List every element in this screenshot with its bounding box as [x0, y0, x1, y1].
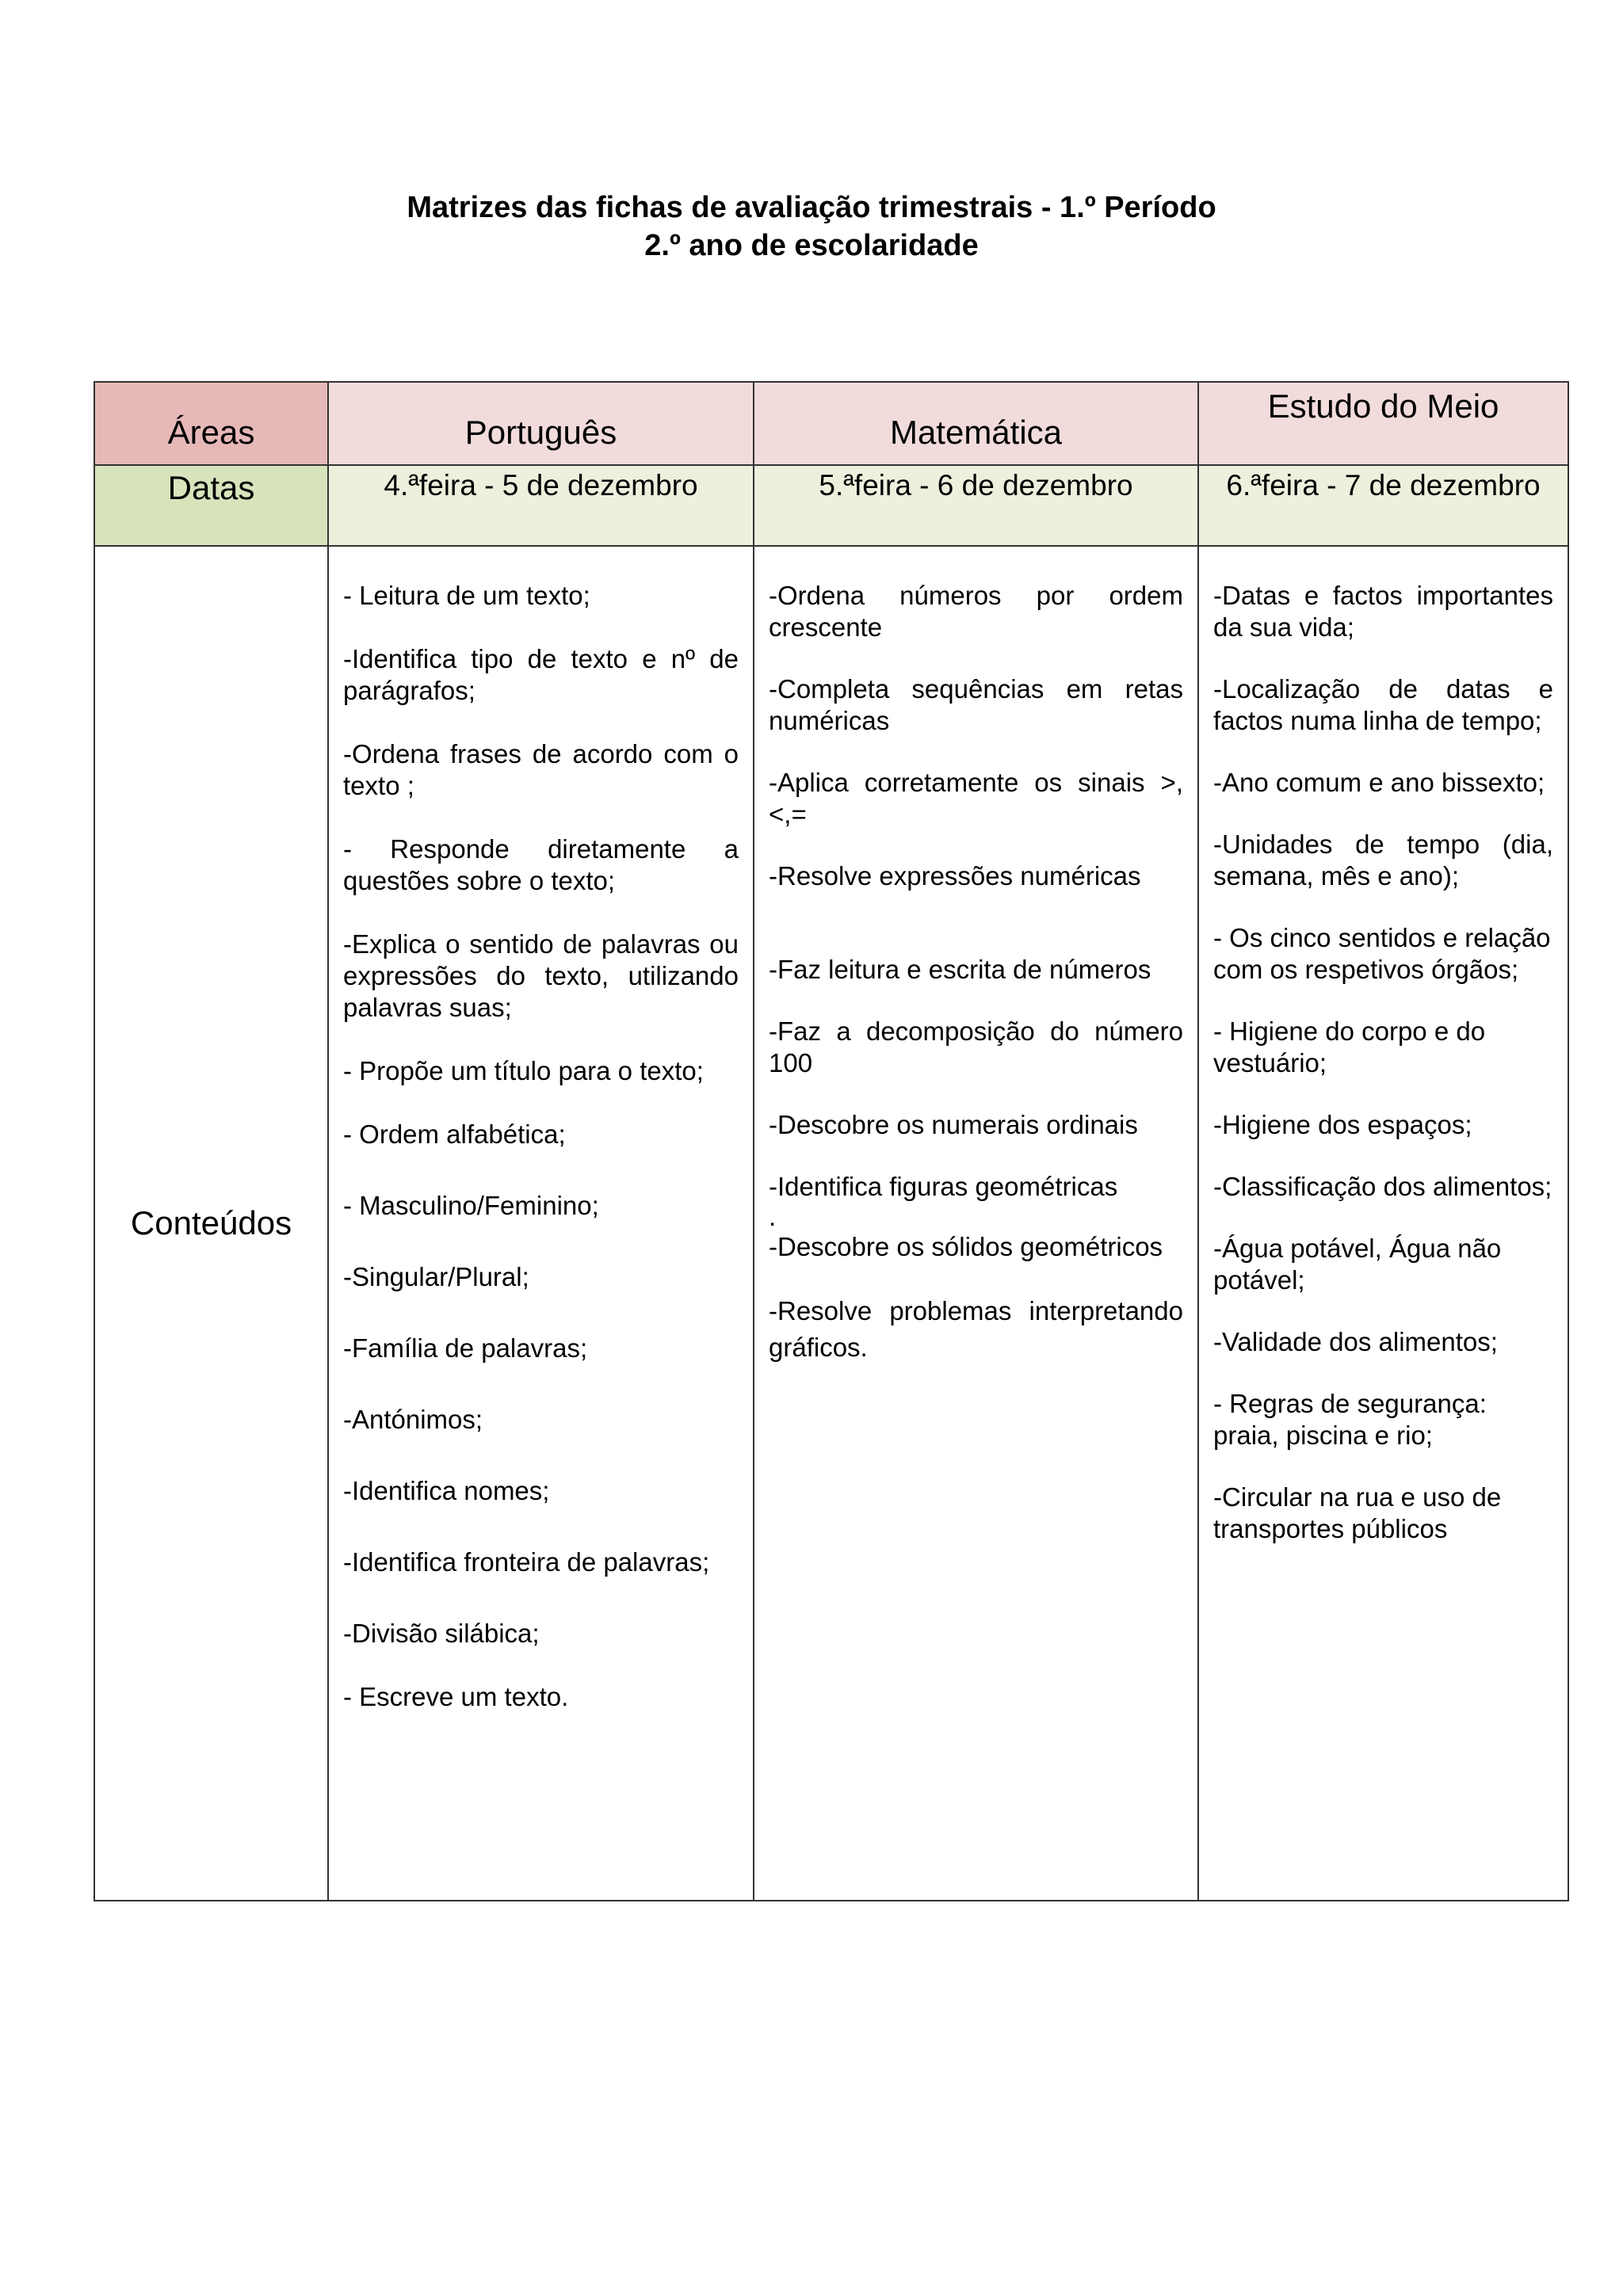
list-item: -Singular/Plural;: [343, 1262, 529, 1291]
list-item: -Descobre os sólidos geométricos: [769, 1232, 1163, 1261]
list-item: -Datas e factos importantes da sua vida;: [1213, 581, 1553, 642]
header-areas: Áreas: [94, 382, 328, 465]
date-matematica: 5.ªfeira - 6 de dezembro: [754, 465, 1198, 546]
header-matematica: Matemática: [754, 382, 1198, 465]
content-row: [94, 546, 1568, 1901]
content-portugues: [328, 546, 754, 1901]
header-row: [94, 382, 1568, 465]
list-item: -Circular na rua e uso de transportes públicos: [1213, 1482, 1502, 1543]
list-item: -Família de palavras;: [343, 1333, 588, 1363]
list-item: -Aplica corretamente os sinais >,<,=: [769, 768, 1183, 829]
list-item: -Descobre os numerais ordinais: [769, 1110, 1138, 1139]
list-item: - Leitura de um texto;: [343, 581, 590, 610]
list-item: -Identifica tipo de texto e nº de parágrafos;: [343, 644, 739, 705]
list-item: -Unidades de tempo (dia, semana, mês e ano);: [1213, 830, 1553, 891]
list-item: - Os cinco sentidos e relação com os respetivos órgãos;: [1213, 923, 1551, 984]
list-item: -Higiene dos espaços;: [1213, 1110, 1472, 1139]
date-portugues: 4.ªfeira - 5 de dezembro: [328, 465, 754, 546]
list-item: -Divisão silábica;: [343, 1619, 540, 1648]
list-item: -Identifica nomes;: [343, 1476, 550, 1505]
list-item: -Ordena frases de acordo com o texto ;: [343, 739, 739, 800]
list-item: -Localização de datas e factos numa linha de tempo;: [1213, 674, 1553, 735]
content-estudo-do-meio: [1198, 546, 1568, 1901]
list-item: - Escreve um texto.: [343, 1682, 569, 1711]
list-item: - Regras de segurança: praia, piscina e rio;: [1213, 1389, 1487, 1450]
list-item: -Água potável, Água não potável;: [1213, 1234, 1502, 1295]
list-item: -Faz a decomposição do número 100: [769, 1016, 1183, 1077]
header-portugues: Português: [328, 382, 754, 465]
list-item: -Resolve expressões numéricas: [769, 861, 1141, 891]
list-item: - Masculino/Feminino;: [343, 1191, 599, 1220]
title-line-1: Matrizes das fichas de avaliação trimestrais - 1.º Período: [407, 191, 1216, 224]
date-estudo-do-meio: 6.ªfeira - 7 de dezembro: [1198, 465, 1568, 546]
dates-row: [94, 465, 1568, 546]
list-item: -Ordena números por ordem crescente: [769, 581, 1183, 642]
list-item: -Classificação dos alimentos;: [1213, 1172, 1552, 1201]
list-item: -Resolve problemas interpretando gráficos.: [769, 1296, 1183, 1362]
header-estudo-do-meio: Estudo do Meio: [1198, 382, 1568, 465]
content-label: Conteúdos: [94, 546, 328, 1901]
title-line-2: 2.º ano de escolaridade: [644, 229, 979, 262]
assessment-matrix-table: [94, 381, 1569, 1901]
list-item: -Ano comum e ano bissexto;: [1213, 768, 1545, 797]
dates-label: Datas: [94, 465, 328, 546]
list-item: -Completa sequências em retas numéricas: [769, 674, 1183, 735]
list-item: -Validade dos alimentos;: [1213, 1327, 1498, 1356]
list-item: .: [769, 1202, 777, 1231]
list-item: - Higiene do corpo e do vestuário;: [1213, 1016, 1486, 1077]
list-item: - Propõe um título para o texto;: [343, 1056, 704, 1085]
list-item: -Faz leitura e escrita de números: [769, 955, 1151, 984]
list-item: -Explica o sentido de palavras ou expressões do texto, utilizando palavras suas;: [343, 929, 739, 1022]
document-title: [0, 189, 1623, 265]
list-item: -Antónimos;: [343, 1405, 483, 1434]
list-item: - Ordem alfabética;: [343, 1119, 566, 1149]
content-matematica: [754, 546, 1198, 1901]
list-item: -Identifica figuras geométricas: [769, 1172, 1118, 1201]
list-item: -Identifica fronteira de palavras;: [343, 1547, 710, 1577]
list-item: - Responde diretamente a questões sobre o texto;: [343, 834, 739, 895]
